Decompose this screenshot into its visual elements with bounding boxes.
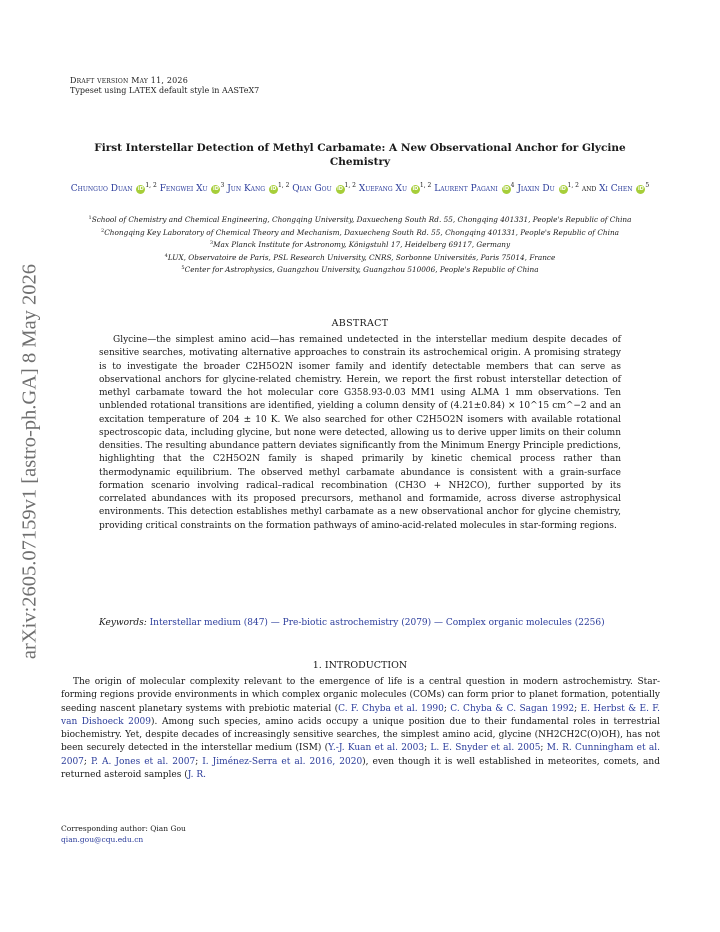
abstract-text: Glycine—the simplest amino acid—has remained undetected in the interstellar medium despite decades of sensitive searches, motivating alternative approaches to constrain its astrochemical origin. A promising strategy is to investigate the broader C2H5O2N isomer family and identify detectable members that can serve as observational anchors for glycine-related chemistry. Herein, we report the first robust interstellar detection of methyl carbamate toward the hot molecular core G358.93-0.03 MM1 using ALMA 1 mm observations. Ten unblended rotational transitions are identified, yielding a column density of (4.21±0.84) × 10^15 cm^−2 and an excitation temperature of 204 ± 10 K. We also searched for other C2H5O2N isomers with available rotational spectroscopic data, including glycine, but none were detected, allowing us to derive upper limits on their column densities. The resulting abundance pattern deviates significantly from the Minimum Energy Principle predictions, highlighting that the C2H5O2N family is shaped primarily by kinetic chemical process rather than thermodynamic equilibrium. The observed methyl carbamate abundance is consistent with a grain-surface formation scenario involving radical–radical recombination (CH3O + NH2CO), further supported by its correlated abundances with its proposed precursors, methanol and formamide, across diverse astrophysical environments. This detection establishes methyl carbamate as a new observational anchor for glycine chemistry, providing critical constraints on the formation pathways of amino-acid-related molecules in star-forming regions. — [99, 335, 621, 531]
affiliation-number: 1 — [88, 215, 92, 221]
author[interactable] — [517, 184, 579, 194]
citation-link[interactable]: J. R. — [187, 769, 206, 780]
footnote — [61, 823, 186, 845]
citation-link[interactable]: Y.-J. Kuan et al. 2003 — [328, 743, 425, 754]
affiliation-text: Center for Astrophysics, Guangzhou University, Guangzhou 510006, People's Republic of China — [184, 265, 539, 275]
orcid-icon[interactable]: iD — [412, 186, 419, 192]
affiliation-superscript: 1, 2 — [344, 182, 356, 189]
affiliation — [52, 251, 668, 264]
affiliation-superscript: 1, 2 — [145, 182, 157, 189]
author[interactable] — [599, 184, 649, 194]
affiliation-number: 4 — [164, 252, 168, 259]
introduction-body — [61, 676, 660, 782]
citation-link[interactable]: E. Herbst & E. F. van Dishoeck 2009 — [61, 703, 660, 727]
citation-link[interactable]: C. F. Chyba et al. 1990 — [338, 703, 444, 714]
affiliation-superscript: 1, 2 — [567, 182, 579, 189]
arxiv-stamp: arXiv:2605.07159v1 [astro-ph.GA] 8 May 2026 — [18, 263, 41, 660]
intro-text: ). Among such species, amino acids occupy a unique position due to their fundamental roles in terrestrial biochemistry. Yet, despite decades of increasingly sensitive searches, the simplest amino acid, glycine (NH2CH2C(O)OH), has not been securely detected in the interstellar medium (ISM) ( — [61, 716, 661, 754]
intro-text: ; — [424, 743, 431, 754]
draft-version: Draft version May 11, 2026 — [70, 76, 189, 85]
author-list — [60, 180, 660, 196]
author-name: Xuefang Xu — [358, 184, 408, 194]
affiliation — [52, 226, 668, 239]
author-name: Qian Gou — [292, 184, 332, 194]
citation-link[interactable]: L. E. Snyder et al. 2005 — [430, 743, 541, 754]
citation-link[interactable]: P. A. Jones et al. 2007 — [90, 756, 196, 767]
author-name: Fengwei Xu — [159, 184, 208, 194]
citation-link[interactable]: I. Jiménez-Serra et al. 2016, 2020 — [202, 756, 363, 767]
affiliation-superscript: 1, 2 — [277, 182, 290, 189]
affiliation-text: School of Chemistry and Chemical Engineering, Chongqing University, Daxuecheng South Rd. 55, Chongqing 401331, People's Republic of China — [91, 215, 632, 224]
paper-title: First Interstellar Detection of Methyl Carbamate: A New Observational Anchor for Glycine Chemistry — [94, 142, 626, 168]
abstract-heading: ABSTRACT — [331, 318, 389, 329]
author[interactable] — [227, 184, 289, 194]
intro-text: ), even though it is well established in meteorites, comets, and returned asteroid samples ( — [61, 756, 660, 780]
typeset-line: Typeset using LATEX default style in AASTeX7 — [70, 86, 260, 95]
author[interactable] — [160, 184, 225, 194]
author-name: Jun Kang — [227, 184, 266, 194]
section-heading-introduction: 1. INTRODUCTION — [312, 660, 408, 671]
corresponding-email-link[interactable]: qian.gou@cqu.edu.cn — [61, 835, 144, 844]
keywords — [99, 617, 621, 630]
orcid-icon[interactable]: iD — [637, 186, 644, 192]
affiliation-list — [52, 213, 668, 276]
author[interactable] — [292, 184, 356, 194]
affiliation-text: Max Planck Institute for Astronomy, Königstuhl 17, Heidelberg 69117, Germany — [213, 240, 511, 250]
citation-link[interactable]: M. R. Cunningham et al. 2007 — [61, 743, 660, 767]
author-name: Chunguo Duan — [70, 184, 133, 194]
affiliation-superscript: 3 — [220, 182, 225, 189]
intro-text: The origin of molecular complexity relevant to the emergence of life is a central question in modern astrochemistry. Star-forming regions provide environments in which complex organic molecules (COMs) can form prior to planet formation, potentially seeding nascent planetary systems with prebiotic material ( — [61, 677, 660, 714]
author[interactable] — [71, 184, 157, 194]
draft-header — [70, 76, 259, 96]
orcid-icon[interactable]: iD — [503, 186, 510, 192]
orcid-icon[interactable]: iD — [560, 186, 566, 192]
orcid-icon[interactable]: iD — [270, 186, 277, 192]
citation-link[interactable]: C. Chyba & C. Sagan 1992 — [450, 703, 575, 714]
affiliation-text: Chongqing Key Laboratory of Chemical Theory and Mechanism, Daxuecheng South Rd. 55, Chongqing 401331, People's Republic of China — [104, 227, 619, 237]
affiliation-superscript: 5 — [645, 182, 650, 189]
intro-text: ; — [574, 703, 581, 714]
affiliation — [52, 213, 668, 226]
intro-text: ; — [540, 743, 547, 754]
affiliation — [52, 263, 668, 276]
keywords-label: Keywords: — [99, 618, 147, 628]
abstract-body — [99, 334, 621, 533]
intro-text: ; — [195, 756, 203, 767]
author-name: Laurent Pagani — [434, 184, 498, 194]
orcid-icon[interactable]: iD — [213, 186, 219, 192]
orcid-icon[interactable]: iD — [137, 186, 144, 192]
affiliation-superscript: 1, 2 — [419, 182, 432, 189]
author[interactable] — [434, 184, 514, 194]
author-name: Xi Chen — [599, 184, 633, 194]
corresponding-author: Corresponding author: Qian Gou — [61, 824, 186, 833]
intro-paragraph — [61, 676, 660, 782]
affiliation-number: 3 — [209, 240, 214, 247]
keywords-list[interactable]: Interstellar medium (847) — Pre-biotic astrochemistry (2079) — Complex organic molecules (2256) — [149, 618, 605, 628]
orcid-icon[interactable]: iD — [337, 186, 343, 192]
author-name: Jiaxin Du — [517, 184, 555, 194]
affiliation — [52, 238, 668, 251]
affiliation-number: 2 — [101, 227, 105, 234]
intro-text: ; — [443, 703, 451, 714]
intro-text: ; — [83, 756, 91, 767]
affiliation-superscript: 4 — [510, 182, 515, 189]
author[interactable] — [359, 184, 432, 194]
and-word: and — [581, 184, 597, 194]
affiliation-number: 5 — [181, 265, 185, 272]
affiliation-text: LUX, Observatoire de Paris, PSL Research University, CNRS, Sorbonne Universités, Paris 75014, France — [167, 252, 556, 262]
